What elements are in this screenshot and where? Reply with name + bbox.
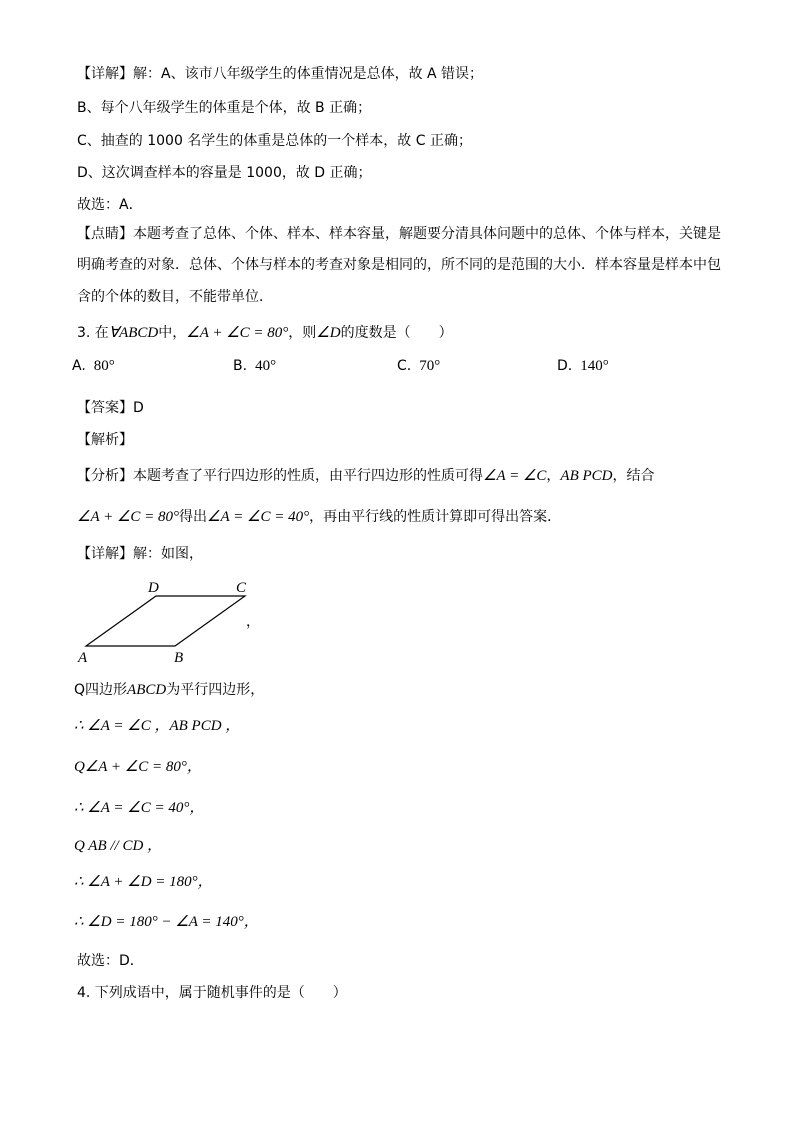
question-3-stem bbox=[77, 323, 453, 343]
comment-line: 【点睛】本题考查了总体、个体、样本、样本容量，解题要分清具体问题中的总体、个体与样本，关键是 bbox=[77, 226, 721, 242]
answer-line: 【答案】D bbox=[77, 400, 144, 416]
math-abcd: ABCD bbox=[127, 682, 167, 698]
comment-line: 明确考查的对象．总体、个体与样本的考查对象是相同的，所不同的是范围的大小．样本容量是样本中包 bbox=[77, 257, 721, 273]
comment-line: 含的个体的数目，不能带单位． bbox=[77, 289, 273, 305]
explanation-line: B、每个八年级学生的体重是个体，故 B 正确； bbox=[77, 100, 372, 116]
math-angle-sum: ∠A + ∠C = 80° bbox=[186, 325, 289, 341]
option-label: D. bbox=[557, 358, 573, 374]
solution-text: 为平行四边形， bbox=[166, 682, 265, 698]
option-label: A. bbox=[72, 358, 86, 374]
analysis-header: 【解析】 bbox=[77, 432, 133, 448]
option-label: B. bbox=[233, 358, 248, 374]
vertex-label-b: B bbox=[174, 650, 184, 666]
math-equal-angles: ∠A = ∠C bbox=[483, 468, 547, 484]
analysis-text: ，再由平行线的性质计算即可得出答案． bbox=[309, 509, 562, 525]
option-a bbox=[72, 358, 115, 375]
analysis-text: 得出 bbox=[179, 509, 208, 525]
parallelogram-diagram bbox=[70, 576, 270, 668]
detail-header: 【详解】解：如图， bbox=[77, 546, 203, 562]
solution-line-1 bbox=[74, 680, 264, 700]
explanation-line: C、抽查的 1000 名学生的体重是总体的一个样本，故 C 正确； bbox=[77, 133, 472, 149]
analysis-text: ， bbox=[546, 468, 561, 484]
analysis-line-2 bbox=[77, 507, 561, 527]
question-number: 3. 在 bbox=[77, 325, 109, 341]
math-parallel: AB PCD bbox=[560, 468, 613, 484]
stem-text: ，则 bbox=[288, 325, 317, 341]
option-value: 40° bbox=[255, 358, 277, 374]
stem-text: 中， bbox=[158, 325, 187, 341]
math-angle-values: ∠A = ∠C = 40° bbox=[207, 509, 310, 525]
option-value: 70° bbox=[419, 358, 441, 374]
vertex-label-c: C bbox=[236, 580, 247, 596]
option-value: 80° bbox=[93, 358, 115, 374]
solution-line-2: ∴ ∠A = ∠C ，AB PCD ， bbox=[74, 718, 241, 734]
solution-line-3: Q∠A + ∠C = 80°， bbox=[74, 759, 202, 775]
explanation-line: D、这次调查样本的容量是 1000，故 D 正确； bbox=[77, 165, 372, 181]
vertex-label-a: A bbox=[78, 650, 88, 666]
analysis-line-1 bbox=[77, 466, 655, 486]
math-parallelogram: ∀ABCD bbox=[108, 325, 159, 341]
analysis-text: ，结合 bbox=[612, 468, 655, 484]
option-d bbox=[557, 358, 609, 375]
solution-line-4: ∴ ∠A = ∠C = 40°， bbox=[74, 800, 205, 816]
math-angle-sum: ∠A + ∠C = 80° bbox=[77, 509, 180, 525]
explanation-line: 【详解】解：A、该市八年级学生的体重情况是总体，故 A 错误； bbox=[77, 66, 484, 82]
solution-text: 四边形 bbox=[85, 682, 128, 698]
question-4-stem: 4. 下列成语中，属于随机事件的是（ ） bbox=[77, 985, 347, 1001]
option-value: 140° bbox=[580, 358, 609, 374]
option-c bbox=[397, 358, 440, 375]
solution-line-5: Q AB // CD ， bbox=[74, 838, 163, 854]
because-symbol: Q bbox=[74, 682, 86, 698]
option-label: C. bbox=[397, 358, 412, 374]
vertex-label-d: D bbox=[148, 580, 159, 596]
math-angle-d: ∠D bbox=[316, 325, 341, 341]
stem-text: 的度数是（ ） bbox=[340, 325, 453, 341]
explanation-line: 故选：A． bbox=[77, 197, 143, 213]
solution-line-6: ∴ ∠A + ∠D = 180°， bbox=[74, 874, 213, 890]
solution-line-7: ∴ ∠D = 180° − ∠A = 140°， bbox=[74, 914, 259, 930]
parallelogram-figure bbox=[70, 576, 270, 672]
option-b bbox=[233, 358, 276, 375]
figure-trailing-comma: ， bbox=[246, 614, 260, 630]
solution-line-8: 故选：D． bbox=[77, 953, 144, 969]
analysis-text: 【分析】本题考查了平行四边形的性质，由平行四边形的性质可得 bbox=[77, 468, 483, 484]
parallelogram-shape bbox=[86, 596, 245, 646]
